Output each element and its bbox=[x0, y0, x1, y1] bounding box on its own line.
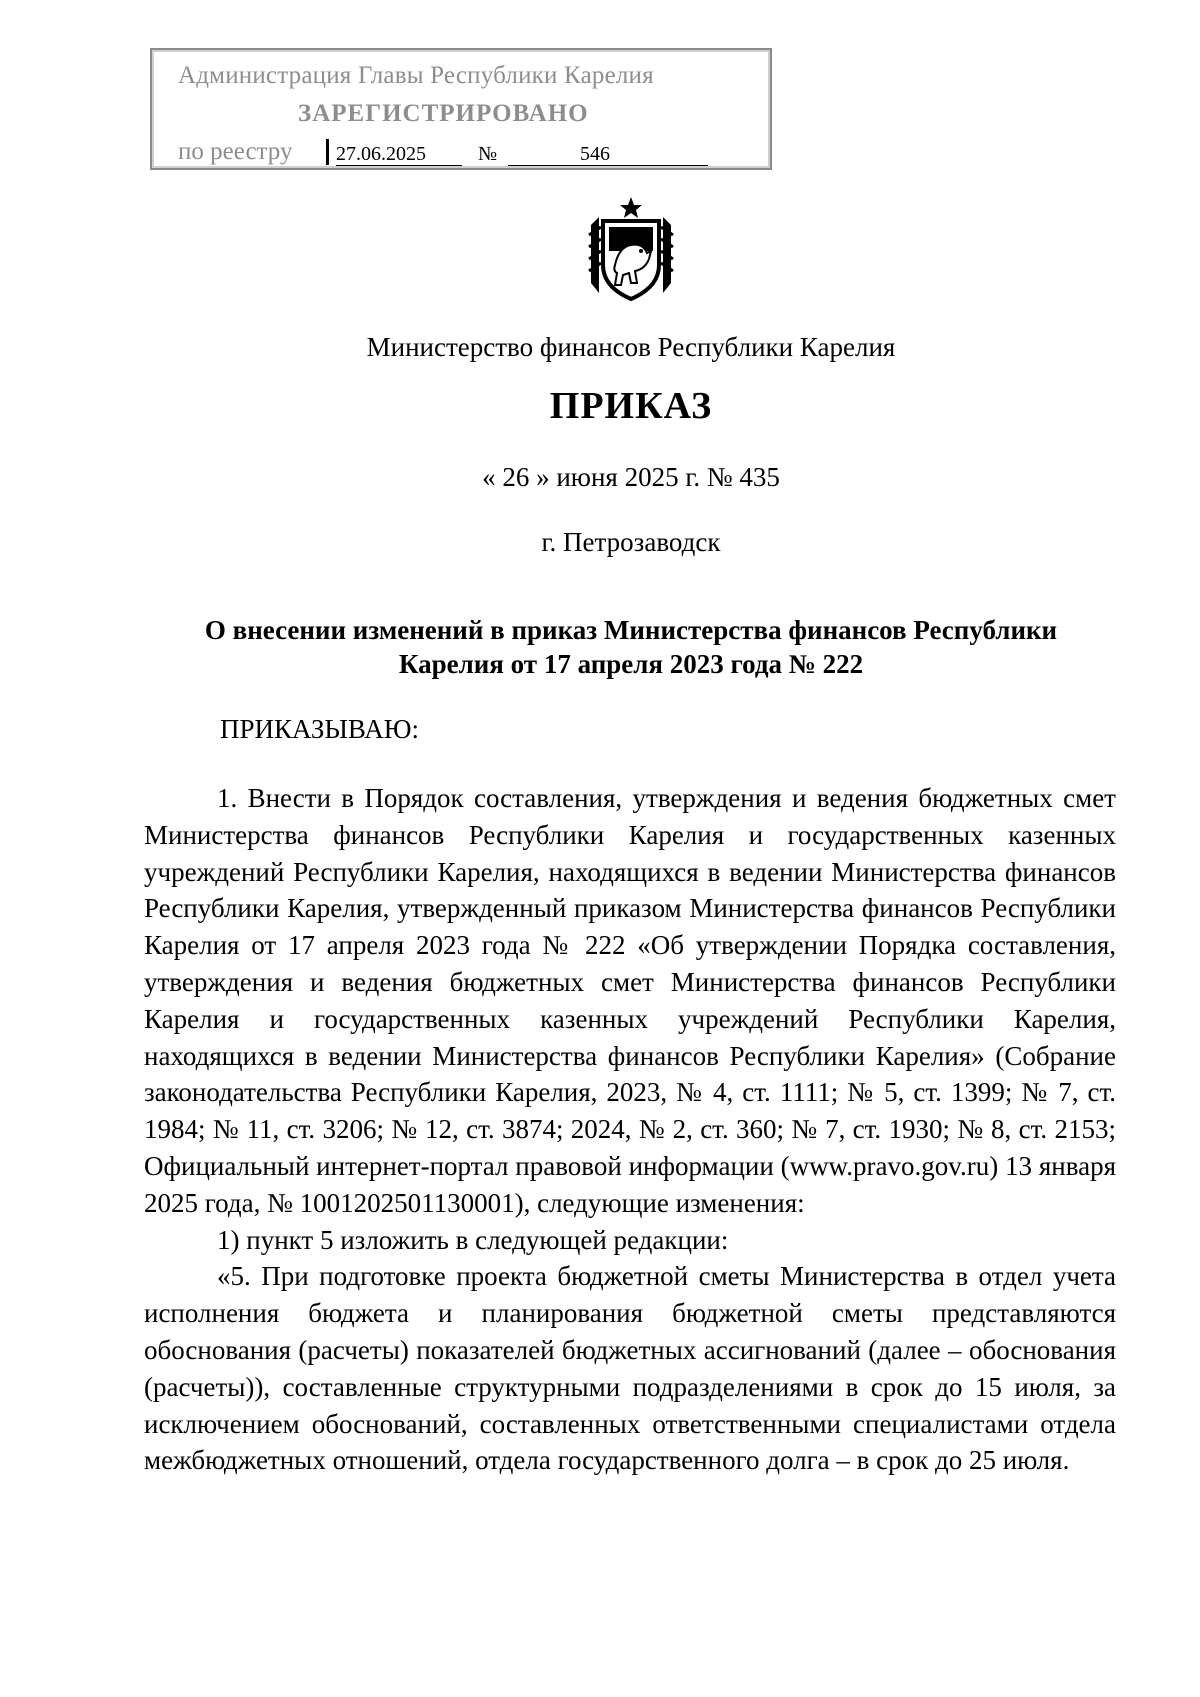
karelia-coat-of-arms-icon bbox=[585, 195, 677, 303]
paragraph-subitem-1: 1) пункт 5 изложить в следующей редакции: bbox=[217, 1224, 729, 1255]
paragraph-item-1: 1. Внести в Порядок составления, утверждения и ведения бюджетных смет Министерства финансов Республики Карелия и государственных казенных учреждений Республики Карелия, находящихся в ведении Министерства финансов Республики Карелия, утвержденный приказом Министерства финансов Республики Карелия от 17 апреля 2023 года № 222 «Об утверждении Порядка составления, утверждения и ведения бюджетных смет Министерства финансов Республики Карелия и государственных казенных учреждений Республики Карелия, находящихся в ведении Министерства финансов Республики Карелия» (Собрание законодательства Республики Карелия, 2023, № 4, ст. 1111; № 5, ст. 1399; № 7, ст. 1984; № 11, ст. 3206; № 12, ст. 3874; 2024, № 2, ст. 360; № 7, ст. 1930; № 8, ст. 2153; Официальный интернет-портал правовой информации (www.pravo.gov.ru) 13 января 2025 года, № 1001202501130001), следующие изменения: bbox=[144, 783, 1116, 1218]
document-city: г. Петрозаводск bbox=[541, 527, 721, 557]
document-title bbox=[0, 613, 1200, 681]
stamp-status: ЗАРЕГИСТРИРОВАНО bbox=[298, 100, 589, 127]
document-date-number: « 26 » июня 2025 г. № 435 bbox=[482, 462, 780, 492]
stamp-date: 27.06.2025 bbox=[336, 143, 462, 166]
stamp-number-label: № bbox=[478, 143, 498, 165]
stamp-divider bbox=[326, 139, 329, 165]
document-type: ПРИКАЗ bbox=[549, 385, 713, 427]
document-body bbox=[144, 780, 1116, 1479]
stamp-registry-label: по реестру bbox=[178, 138, 293, 165]
order-word: ПРИКАЗЫВАЮ: bbox=[220, 714, 419, 744]
stamp-authority: Администрация Главы Республики Карелия bbox=[178, 62, 654, 89]
paragraph-point-5: «5. При подготовке проекта бюджетной сметы Министерства в отдел учета исполнения бюджета и планирования бюджетной сметы представляются обоснования (расчеты) показателей бюджетных ассигнований (далее – обоснования (расчеты)), составленные структурными подразделениями в срок до 15 июля, за исключением обоснований, составленных ответственными специалистами отдела межбюджетных отношений, отдела государственного долга – в срок до 25 июля. bbox=[144, 1261, 1116, 1476]
ministry-name: Министерство финансов Республики Карелия bbox=[366, 332, 896, 362]
document-title-line-1: О внесении изменений в приказ Министерства финансов Республики bbox=[204, 615, 1058, 645]
document-title-line-2: Карелия от 17 апреля 2023 года № 222 bbox=[398, 649, 864, 679]
stamp-number: 546 bbox=[508, 143, 708, 166]
registration-stamp bbox=[150, 48, 772, 170]
